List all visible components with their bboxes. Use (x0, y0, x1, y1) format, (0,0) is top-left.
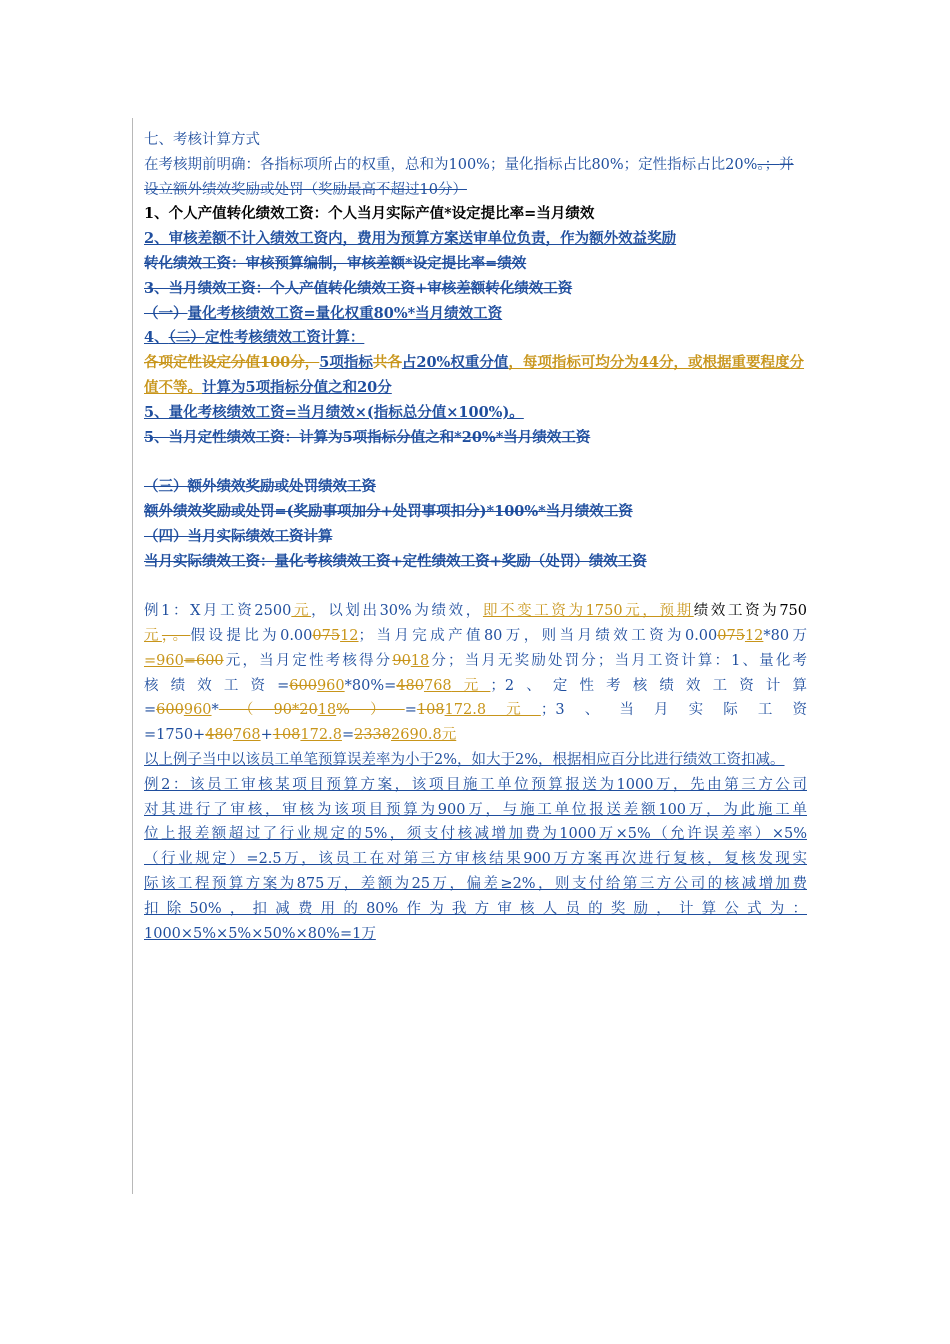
ex1-l6-new: 768 (232, 727, 261, 744)
example-2-line-2: 对其进行了审核，审核为该项目预算为900万，与施工单位报送差额100万，为此施工单 (144, 801, 807, 818)
ex1-l2-text-c: *80万 (763, 627, 808, 644)
example-1-line-6 (144, 723, 807, 748)
ex1-l3-inserted: =960 (144, 652, 184, 669)
item-1-text: 1、个人产值转化绩效工资：个人当月实际产值*设定提比率=当月绩效 (144, 205, 595, 223)
paragraph-qualitative (144, 351, 807, 401)
ex1-l4-new-b: 768 (423, 677, 452, 694)
ex1-l5-new-b: 172.8 (444, 702, 487, 719)
document-body (144, 128, 807, 946)
quantitative-text: 量化考核绩效工资=量化权重80%*当月绩效工资 (187, 304, 503, 322)
example-2-line-3: 位上报差额超过了行业规定的5%，须支付核减增加费为1000万×5%（允许误差率）×5% (144, 826, 807, 843)
ex1-l5-old: 600 (156, 702, 184, 719)
extra-bonus-title-text: （三）额外绩效奖励或处罚绩效工资 (144, 478, 376, 496)
item-4-deleted-prefix: （二） (168, 329, 205, 347)
example-1-line-2 (144, 624, 807, 649)
actual-title-text: （四）当月实际绩效工资计算 (144, 527, 333, 545)
item-4-number: 4、 (144, 329, 169, 347)
ex1-l5-new-score: 18 (317, 702, 337, 719)
ex1-l5-text-b: * (211, 702, 219, 719)
quantitative-deleted-prefix: （一） (144, 304, 188, 322)
ex1-l1-unit: 元 (291, 603, 312, 620)
extra-bonus-text: 额外绩效奖励或处罚=(奖励事项加分+处罚事项扣分)*100%*当月绩效工资 (144, 502, 633, 520)
ex1-l3-new-score: 18 (410, 652, 430, 669)
line-item-5a (144, 401, 807, 426)
weights-deleted-bonus: 并设立额外绩效奖励或处罚（奖励最高不超过10分） (144, 156, 794, 198)
ex1-l5-deleted-paren: （90*20 (218, 702, 318, 719)
ex1-l2-old-rate: 075 (312, 627, 341, 644)
ex1-l6-text: =1750+ (144, 727, 206, 744)
item-5b-text: 5、当月定性绩效工资：计算为5项指标分值之和*20%*当月绩效工资 (144, 428, 591, 446)
example-1-line-5 (144, 698, 807, 723)
actual-formula-text: 当月实际绩效工资：量化考核绩效工资+定性绩效工资+奖励（处罚）绩效工资 (144, 552, 647, 570)
weights-text: 在考核期前明确：各指标项所占的权重，总和为100%；量化指标占比80%；定性指标占比20% (144, 156, 758, 173)
ex1-l1-text: 例1：X月工资2500 (144, 603, 292, 620)
ex1-l2-old-rate-b: 075 (717, 627, 745, 644)
line-item-4 (144, 326, 807, 351)
ex1-l3-old-score: 90 (392, 652, 411, 669)
example-1-line-4 (144, 674, 807, 699)
line-item-2 (144, 227, 807, 252)
line-item-1 (144, 202, 807, 227)
example-2-line-6: 扣除50%，扣减费用的80%作为我方审核人员的奖励，计算公式为： (144, 900, 807, 917)
example-2-line-4: （行业规定）=2.5万，该员工在对第三方审核结果900万方案再次进行复核，复核发现实 (144, 851, 807, 868)
qualitative-text-b: 5项指标 (319, 354, 373, 372)
item-5a-text: 5、量化考核绩效工资=当月绩效×(指标总分值×100%)。 (144, 403, 524, 421)
example-1-line-3 (144, 649, 807, 674)
item-3-text: 3、当月绩效工资：个人产值转化绩效工资+审核差额转化绩效工资 (144, 279, 573, 297)
line-quantitative (144, 302, 807, 327)
ex1-l2-text: 假设提比为0.00 (190, 627, 313, 644)
ex1-l5-unit: 元 (486, 702, 541, 719)
ex1-l4-text-b: *80%= (344, 677, 397, 694)
qualitative-text-d: 占20%权重分值 (401, 354, 509, 372)
spacer (144, 450, 807, 475)
ex1-l6-new-total: 2690.8元 (391, 727, 457, 744)
ex1-l1-text-c: 绩效工资为750 (693, 603, 807, 620)
ex1-l1-inserted: 即不变工资为1750元，预期 (482, 603, 694, 620)
section-heading: 七、考核计算方式 (144, 132, 260, 148)
line-extra-bonus (144, 500, 807, 525)
ex1-l5-text: = (144, 702, 157, 719)
ex1-l2-deleted-punct: ，。 (161, 627, 191, 644)
line-actual-formula (144, 550, 807, 575)
ex1-l3-deleted: =600 (183, 652, 224, 669)
line-actual-title (144, 525, 807, 550)
item-4-text: 定性考核绩效工资计算： (204, 329, 365, 347)
ex1-l6-old: 480 (205, 727, 233, 744)
line-extra-bonus-title (144, 475, 807, 500)
ex1-l4-text-c: ；2、定性考核绩效工资计算 (490, 677, 807, 694)
qualitative-deleted-c: 共各 (372, 354, 402, 372)
ex1-l4-new: 960 (316, 677, 345, 694)
ex1-l5-text-c: = (404, 702, 417, 719)
line-item-5b (144, 426, 807, 451)
ex1-l3-text-b: 分；当月无奖励处罚分；当月工资计算：1、量化考 (429, 652, 807, 669)
paragraph-weights (144, 153, 807, 203)
ex1-l4-old: 600 (289, 677, 317, 694)
ex1-l4-text: 核绩效工资= (144, 677, 290, 694)
weights-deleted-punct: 。； (757, 156, 780, 173)
line-item-3 (144, 277, 807, 302)
ex1-l3-text: 元，当月定性考核得分 (223, 652, 393, 669)
example-2-line-5: 际该工程预算方案为875万，差额为25万，偏差≥2%，则支付给第三方公司的核减增加费 (144, 875, 807, 892)
example-2-line-1: 例2：该员工审核某项目预算方案，该项目施工单位预算报送为1000万，先由第三方公司 (144, 776, 807, 793)
item-2-text: 2、审核差额不计入绩效工资内，费用为预算方案送审单位负责，作为额外效益奖励 (144, 230, 677, 248)
conversion-text: 转化绩效工资：审核预算编制，审核差额*设定提比率=绩效 (144, 254, 527, 272)
ex1-l6-eq: = (341, 727, 355, 744)
page-margin-line (132, 118, 133, 1194)
ex1-l5-text-d: ；3、当月实际工资 (540, 702, 808, 719)
qualitative-text-f: 计算为5项指标分值之和20分 (202, 378, 392, 396)
ex1-l1-text-b: ，以划出30%为绩效， (311, 603, 483, 620)
ex1-l5-new: 960 (183, 702, 212, 719)
ex1-l4-unit: 元 (451, 677, 491, 694)
ex1-l2-new-rate-b: 12 (744, 627, 764, 644)
line-conversion (144, 252, 807, 277)
ex1-l2-unit: 元 (144, 627, 162, 644)
paragraph-error-note (144, 748, 807, 773)
ex1-l2-text-b: ；当月完成产值80万，则当月绩效工资为0.00 (358, 627, 718, 644)
example-2-line-7: 1000×5%×5%×50%×80%=1万 (144, 925, 376, 942)
ex1-l6-old-b: 108 (272, 727, 301, 744)
ex1-l2-new-rate: 12 (340, 627, 359, 644)
example-1-line-1 (144, 599, 807, 624)
ex1-l4-old-b: 480 (396, 677, 424, 694)
ex1-l5-old-b: 108 (416, 702, 445, 719)
qualitative-deleted-a: 各项定性设定分值100分， (144, 354, 320, 372)
ex1-l5-deleted-close: %） (336, 702, 405, 719)
qualitative-inserted-e: ，每项指标可均分为44分，或根据重要程度分值不等。 (144, 354, 805, 396)
error-note-text: 以上例子当中以该员工单笔预算误差率为小于2%，如大于2%，根据相应百分比进行绩效工资扣减。 (144, 751, 785, 768)
ex1-l6-new-b: 172.8 (300, 727, 342, 744)
ex1-l6-plus: + (260, 727, 273, 744)
spacer (144, 574, 807, 599)
ex1-l6-old-total: 2338 (354, 727, 391, 744)
